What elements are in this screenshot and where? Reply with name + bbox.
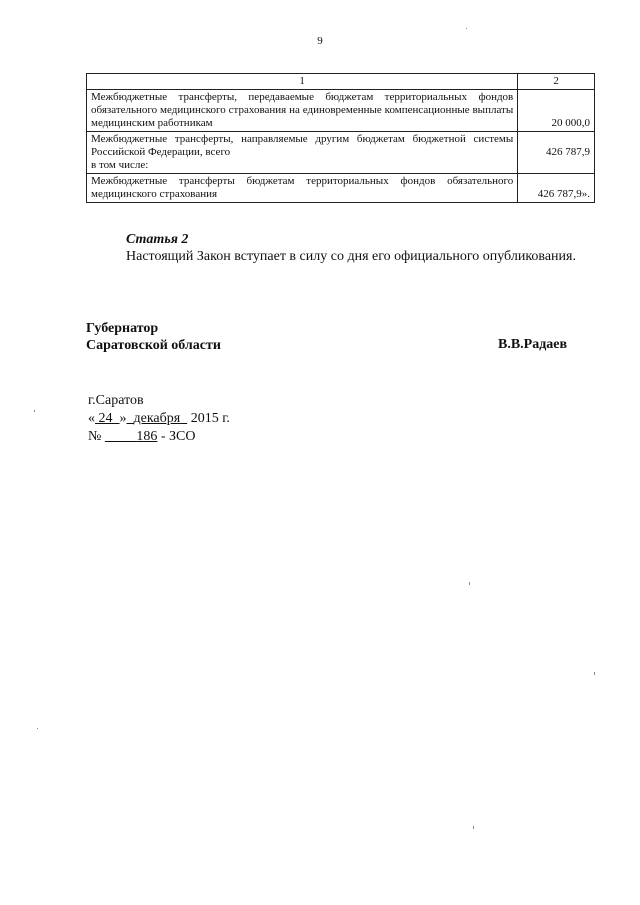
scan-speck — [466, 28, 467, 29]
date-month-value: декабря — [133, 411, 181, 426]
scan-speck — [473, 826, 474, 829]
document-footer — [88, 392, 230, 446]
column-header: 2 — [518, 74, 595, 90]
signatory-title-line: Саратовской области — [86, 338, 221, 353]
column-header: 1 — [87, 74, 518, 90]
row-description: Межбюджетные трансферты бюджетам территориальных фондов обязательного медицинского страхования — [87, 174, 518, 203]
signatory-title — [86, 320, 221, 354]
article-text: Настоящий Закон вступает в силу со дня его официального опубликования. — [126, 249, 576, 264]
signatory-title-line: Губернатор — [86, 321, 159, 336]
footer-city: г.Саратов — [88, 393, 144, 408]
scan-speck — [34, 410, 35, 412]
row-description: Межбюджетные трансферты, направляемые другим бюджетам бюджетной системы Российской Федерации, всего — [91, 133, 514, 158]
scan-speck — [469, 582, 470, 585]
number-suffix: - ЗСО — [160, 429, 196, 444]
date-day — [95, 411, 120, 426]
date-month — [127, 411, 188, 426]
row-description-note: в том числе: — [91, 159, 149, 171]
row-description-cell — [87, 132, 518, 174]
page-number: 9 — [317, 35, 323, 47]
scan-speck — [594, 672, 595, 675]
row-amount: 426 787,9 — [518, 132, 595, 174]
article-title: Статья 2 — [126, 232, 189, 247]
table-row — [87, 90, 595, 132]
number-label: № — [88, 429, 102, 444]
footer-date — [88, 410, 230, 428]
table-row — [87, 174, 595, 203]
row-description: Межбюджетные трансферты, передаваемые бюджетам территориальных фондов обязательного медицинского страхования на единовременные компенсационные выплаты медицинским работникам — [87, 90, 518, 132]
row-amount: 426 787,9». — [518, 174, 595, 203]
number-field — [105, 429, 158, 444]
date-year: 2015 г. — [190, 411, 230, 426]
date-close-quote: » — [119, 411, 127, 426]
table-row — [87, 132, 595, 174]
budget-table — [86, 73, 595, 203]
footer-number — [88, 428, 230, 446]
table-header-row — [87, 74, 595, 90]
date-open-quote: « — [88, 411, 95, 426]
date-day-value: 24 — [98, 411, 113, 426]
scan-speck — [37, 728, 38, 729]
row-amount: 20 000,0 — [518, 90, 595, 132]
number-value: 186 — [136, 429, 158, 444]
signatory-name: В.В.Радаев — [498, 337, 568, 352]
